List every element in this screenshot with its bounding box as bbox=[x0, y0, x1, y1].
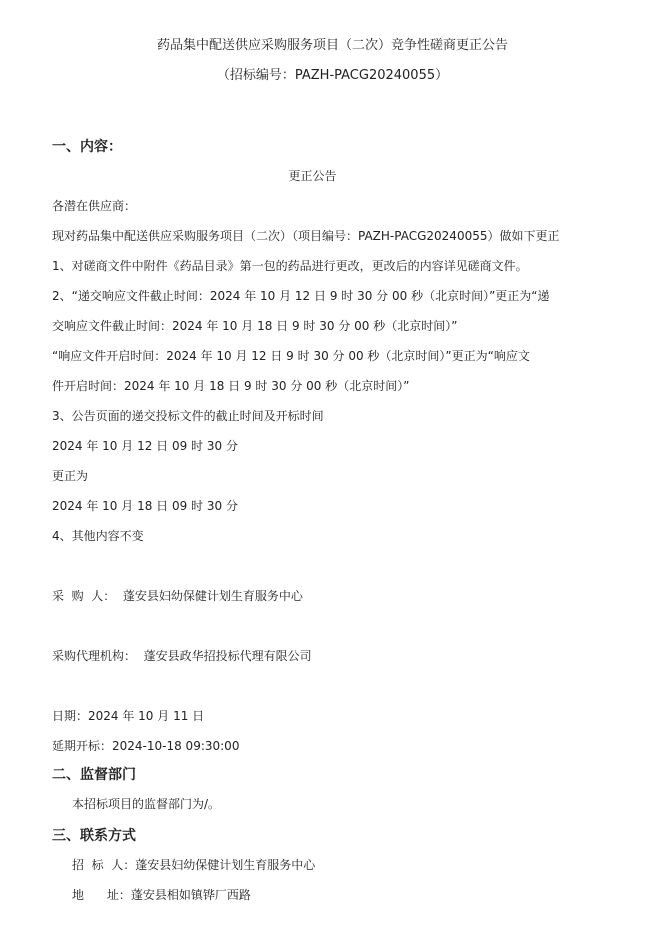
document-subtitle: （招标编号：PAZH-PACG20240055） bbox=[216, 68, 449, 83]
notice-item-4: 4、其他内容不变 bbox=[52, 529, 144, 543]
section-heading-content: 一、内容： bbox=[52, 139, 122, 155]
notice-item-2-line-1: 2、“递交响应文件截止时间：2024 年 10 月 12 日 9 时 30 分 00 秒（北京时间）”更正为“递 bbox=[52, 289, 550, 303]
notice-changed-to: 更正为 bbox=[52, 469, 89, 483]
notice-item-3: 3、公告页面的递交投标文件的截止时间及开标时间 bbox=[52, 409, 324, 423]
notice-intro: 现对药品集中配送供应采购服务项目（二次）（项目编号：PAZH-PACG20240055）做如下更正 bbox=[52, 229, 560, 243]
document-title: 药品集中配送供应采购服务项目（二次）竞争性磋商更正公告 bbox=[156, 38, 508, 53]
section-heading-supervision: 二、监督部门 bbox=[52, 767, 136, 783]
notice-old-time: 2024 年 10 月 12 日 09 时 30 分 bbox=[52, 439, 238, 453]
notice-item-2b-line-1: “响应文件开启时间：2024 年 10 月 12 日 9 时 30 分 00 秒（北京时间）”更正为“响应文 bbox=[52, 349, 530, 363]
opening-delay: 延期开标：2024-10-18 09:30:00 bbox=[52, 739, 240, 753]
notice-item-2-line-2: 交响应文件截止时间：2024 年 10 月 18 日 9 时 30 分 00 秒（北京时间）” bbox=[52, 319, 458, 333]
notice-date: 日期：2024 年 10 月 11 日 bbox=[52, 709, 205, 723]
notice-item-1: 1、对磋商文件中附件《药品目录》第一包的药品进行更改，更改后的内容详见磋商文件。 bbox=[52, 259, 528, 273]
notice-new-time: 2024 年 10 月 18 日 09 时 30 分 bbox=[52, 499, 238, 513]
notice-heading: 更正公告 bbox=[288, 169, 337, 183]
contact-tenderer: 招 标 人：蓬安县妇幼保健计划生育服务中心 bbox=[72, 858, 316, 872]
purchaser-line: 采 购 人： 蓬安县妇幼保健计划生育服务中心 bbox=[52, 589, 303, 603]
notice-salutation: 各潜在供应商： bbox=[52, 199, 137, 213]
agency-line: 采购代理机构： 蓬安县政华招投标代理有限公司 bbox=[52, 649, 312, 663]
section-heading-contact: 三、联系方式 bbox=[52, 828, 136, 844]
supervision-text: 本招标项目的监督部门为/。 bbox=[72, 797, 221, 811]
contact-address: 地 址：蓬安县相如镇铧厂西路 bbox=[72, 888, 251, 902]
notice-item-2b-line-2: 件开启时间：2024 年 10 月 18 日 9 时 30 分 00 秒（北京时间）” bbox=[52, 379, 410, 393]
